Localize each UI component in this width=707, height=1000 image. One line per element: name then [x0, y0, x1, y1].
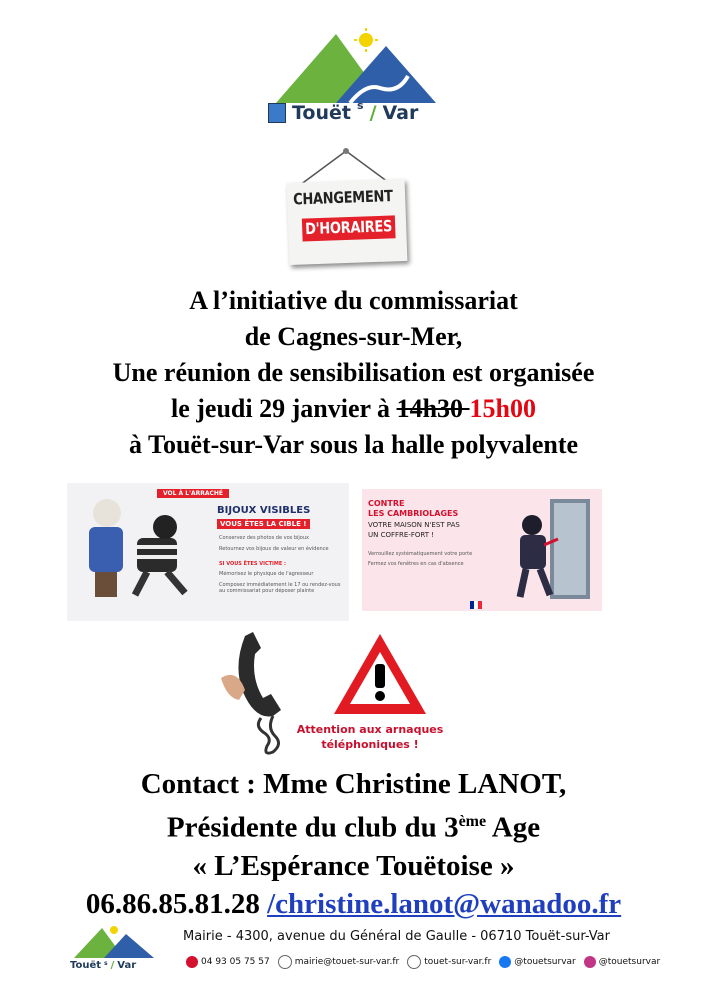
footer-logo-river: Var [117, 960, 137, 971]
warning-triangle-icon [330, 630, 430, 720]
contact-role-sup: ème [458, 813, 487, 830]
jewelry-theft-poster [67, 483, 349, 621]
schedule-change-sign [288, 145, 418, 273]
announcement-line-5: à Touët-sur-Var sous la halle polyvalente [128, 430, 579, 459]
poster-title-1: CONTRE [368, 499, 405, 508]
town-logo [258, 28, 458, 128]
contact-details [0, 885, 707, 923]
poster-sub-1: VOTRE MAISON N'EST PAS [368, 521, 460, 529]
contact-role-suffix: Age [486, 811, 541, 844]
poster-victim-heading: SI VOUS ÊTES VICTIME : [219, 561, 287, 567]
contact-role [0, 803, 707, 847]
warning-line-1: Attention aux arnaques [296, 723, 444, 736]
club-name: « L’Espérance Touëtoise » [192, 849, 515, 882]
thief-illustration-icon [67, 483, 349, 621]
french-flag-icon [470, 601, 482, 609]
phone-icon [186, 956, 198, 968]
announcement-line-3: Une réunion de sensibilisation est organisée [112, 358, 595, 387]
footer-contacts [186, 955, 660, 969]
sign-line-1: CHANGEMENT [292, 187, 393, 210]
footer-email[interactable] [278, 955, 400, 969]
web-icon [407, 955, 421, 969]
logo-superscript: s [357, 98, 364, 112]
footer-phone [186, 956, 270, 968]
footer-logo-superscript: s [104, 960, 108, 967]
footer-website-text[interactable]: touet-sur-var.fr [424, 957, 492, 967]
poster-sub-2: UN COFFRE-FORT ! [368, 531, 435, 539]
footer-logo-slash: / [110, 960, 115, 971]
footer-facebook[interactable] [499, 956, 575, 968]
facebook-icon [499, 956, 511, 968]
contact-email-link[interactable]: /christine.lanot@wanadoo.fr [267, 887, 622, 920]
poster-tip-2: Fermez vos fenêtres en cas d'absence [368, 561, 464, 567]
old-time: 14h30 [396, 394, 470, 423]
instagram-icon [584, 956, 596, 968]
footer-facebook-text[interactable]: @touetsurvar [514, 957, 576, 967]
contact-name: Contact : Mme Christine LANOT, [140, 768, 567, 800]
footer-mountains-icon [68, 924, 160, 960]
logo-slash: / [369, 102, 377, 124]
footer-instagram-text[interactable]: @touetsurvar [598, 957, 661, 967]
logo-name: Touët [292, 102, 351, 124]
footer-instagram[interactable] [584, 956, 660, 968]
logo-river: Var [382, 102, 419, 124]
warning-line-2: téléphoniques ! [321, 738, 419, 751]
burglar-illustration-icon [492, 489, 602, 611]
mountains-icon [258, 28, 458, 106]
phone-scam-warning [290, 722, 450, 752]
contact-phone: 06.86.85.81.28 [85, 887, 260, 920]
burglary-poster [362, 489, 602, 611]
poster-tip-1: Conservez des photos de vos bijoux [219, 535, 309, 541]
footer-phone-text: 04 93 05 75 57 [201, 957, 270, 967]
sign-line-2: D'HORAIRES [302, 215, 396, 241]
poster-victim-1: Mémorisez le physique de l'agresseur [219, 571, 314, 577]
footer-website[interactable] [407, 955, 491, 969]
footer-email-text[interactable]: mairie@touet-sur-var.fr [294, 957, 400, 967]
contact-block [0, 765, 707, 923]
poster-title-2: LES CAMBRIOLAGES [368, 509, 459, 518]
announcement-line-1: A l’initiative du commissariat [189, 286, 518, 315]
announcement-line-2: de Cagnes-sur-Mer, [244, 322, 463, 351]
footer-logo-name: Touët [70, 960, 102, 971]
announcement [0, 283, 707, 463]
poster-victim-2: Composez immédiatement le 17 ou rendez-vous au commissariat pour déposer plainte [219, 582, 341, 594]
coat-of-arms-icon [268, 103, 286, 123]
poster-subtitle: VOUS ÊTES LA CIBLE ! [217, 519, 310, 529]
footer-address: Mairie - 4300, avenue du Général de Gaulle - 06710 Touët-sur-Var [183, 929, 610, 944]
poster-tip-2: Retournez vos bijoux de valeur en évidence [219, 546, 329, 552]
mail-icon [278, 955, 292, 969]
announcement-line-4 [0, 391, 707, 427]
date-text: le jeudi 29 janvier à [171, 394, 397, 423]
poster-tag: VOL À L'ARRACHÉ [157, 489, 229, 498]
footer-logo [68, 924, 160, 976]
contact-role-text: Présidente du club du 3 [166, 811, 459, 844]
new-time: 15h00 [469, 394, 536, 423]
poster-tip-1: Verrouillez systématiquement votre porte [368, 551, 473, 557]
poster-title: BIJOUX VISIBLES [217, 505, 311, 516]
